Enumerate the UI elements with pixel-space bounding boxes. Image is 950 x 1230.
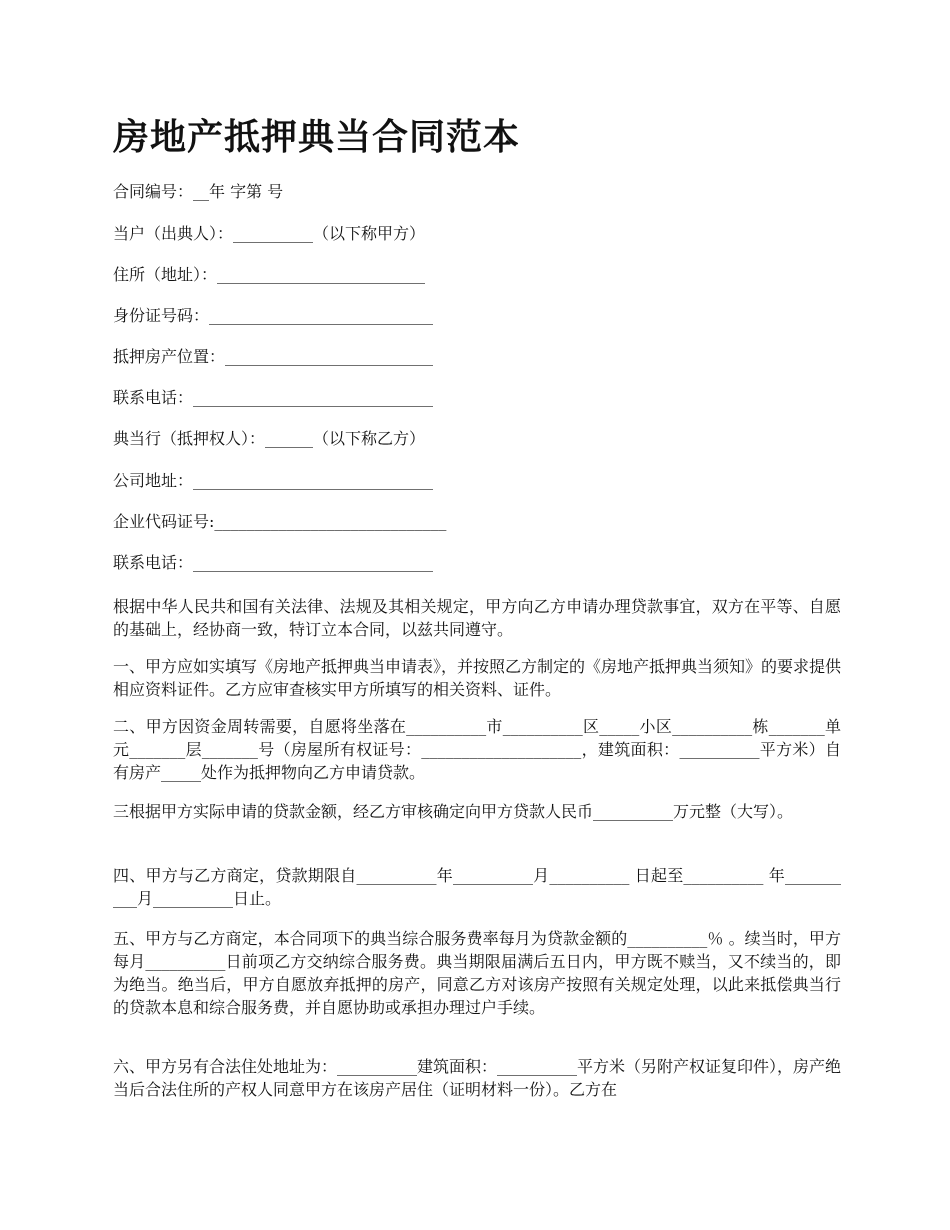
clause-4-paragraph: 四、甲方与乙方商定，贷款期限自__________年__________月__________ 日起至__________ 年__________月__________日止。 [113,866,841,908]
preamble-paragraph: 根据中华人民共和国有关法律、法规及其相关规定，甲方向乙方申请办理贷款事宜，双方在平等、自愿的基础上，经协商一致，特订立本合同，以兹共同遵守。 [113,597,841,639]
clause-2-paragraph: 二、甲方因资金周转需要，自愿将坐落在__________市__________区_____小区__________栋_______单元_______层_______号（房屋所有权证号：____________________，建筑面积：__________平方米）自有房产_____处作为抵押物向乙方申请贷款。 [113,717,841,782]
pawner-phone-field: 联系电话：______________________________ [113,388,434,407]
property-location-field: 抵押房产位置：__________________________ [113,347,434,366]
clause-1-paragraph: 一、甲方应如实填写《房地产抵押典当申请表》，并按照乙方制定的《房地产抵押典当须知》的要求提供相应资料证件。乙方应审查核实甲方所填写的相关资料、证件。 [113,657,842,699]
clause-5-paragraph: 五、甲方与乙方商定，本合同项下的典当综合服务费率每月为贷款金额的__________％ 。续当时，甲方每月__________日前项乙方交纳综合服务费。典当期限届满后五日内，甲方既不赎当，又不续当的，即为绝当。绝当后，甲方自愿放弃抵押的房产，同意乙方对该房产按照有关规定处理，以此来抵偿典当行的贷款本息和综合服务费，并自愿协助或承担办理过户手续。 [113,929,841,1017]
company-address-field: 公司地址：______________________________ [113,471,434,490]
pawner-field: 当户（出典人）：__________（以下称甲方） [113,224,426,243]
pawner-address-field: 住所（地址）：__________________________ [113,265,426,284]
pawnshop-field: 典当行（抵押权人）：______（以下称乙方） [113,429,426,448]
pawnshop-phone-field: 联系电话：______________________________ [113,553,434,572]
clause-3-paragraph: 三根据甲方实际申请的贷款金额，经乙方审核确定向甲方贷款人民币__________万元整（大写）。 [113,802,794,821]
id-number-field: 身份证号码：____________________________ [113,306,434,325]
clause-6-paragraph: 六、甲方另有合法住处地址为：__________建筑面积：__________平方米（另附产权证复印件），房产绝当后合法住所的产权人同意甲方在该房产居住（证明材料一份）。乙方在 [113,1057,842,1099]
enterprise-code-field: 企业代码证号:_____________________________ [113,512,447,531]
document-title: 房地产抵押典当合同范本 [113,116,521,158]
contract-number-field: 合同编号：__年 字第 号 [113,182,284,201]
